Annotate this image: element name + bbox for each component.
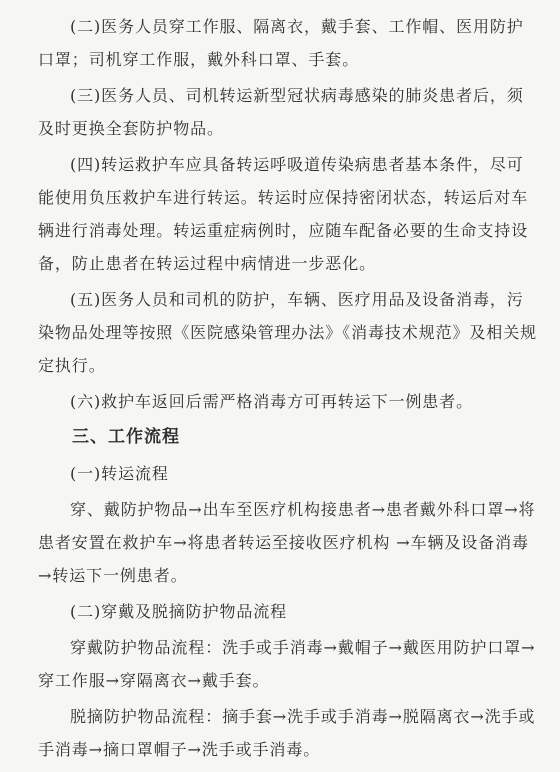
paragraph-donning-flow: 穿戴防护物品流程：洗手或手消毒→戴帽子→戴医用防护口罩→穿工作服→穿隔离衣→戴手套。 (38, 638, 536, 690)
paragraph-doffing-flow: 脱摘防护物品流程：摘手套→洗手或手消毒→脱隔离衣→洗手或手消毒→摘口罩帽子→洗手或手消毒。 (38, 707, 536, 759)
paragraph-transfer-flow: 穿、戴防护物品→出车至医疗机构接患者→患者戴外科口罩→将患者安置在救护车→将患者转运至接收医疗机构 →车辆及设备消毒→转运下一例患者。 (38, 500, 536, 585)
paragraph-disinfection-rules: (五)医务人员和司机的防护，车辆、医疗用品及设备消毒，污染物品处理等按照《医院感染管理办法》《消毒技术规范》及相关规定执行。 (38, 290, 538, 375)
paragraph-ambulance-conditions: (四)转运救护车应具备转运呼吸道传染病患者基本条件，尽可能使用负压救护车进行转运。转运时应保持密闭状态，转运后对车辆进行消毒处理。转运重症病例时，应随车配备必要的生命支持设备，防止患者在转运过程中病情进一步恶化。 (38, 155, 529, 273)
subheading-ppe-flow: (二)穿戴及脱摘防护物品流程 (70, 602, 288, 621)
paragraph-ppe-requirements: (二)医务人员穿工作服、隔离衣，戴手套、工作帽、医用防护口罩；司机穿工作服，戴外科口罩、手套。 (38, 17, 524, 69)
paragraph-return-disinfection: (六)救护车返回后需严格消毒方可再转运下一例患者。 (70, 392, 473, 411)
paragraph-replace-ppe: (三)医务人员、司机转运新型冠状病毒感染的肺炎患者后，须及时更换全套防护物品。 (38, 86, 524, 138)
subheading-transfer-flow: (一)转运流程 (70, 464, 169, 483)
section-heading-workflow: 三、工作流程 (72, 427, 180, 447)
